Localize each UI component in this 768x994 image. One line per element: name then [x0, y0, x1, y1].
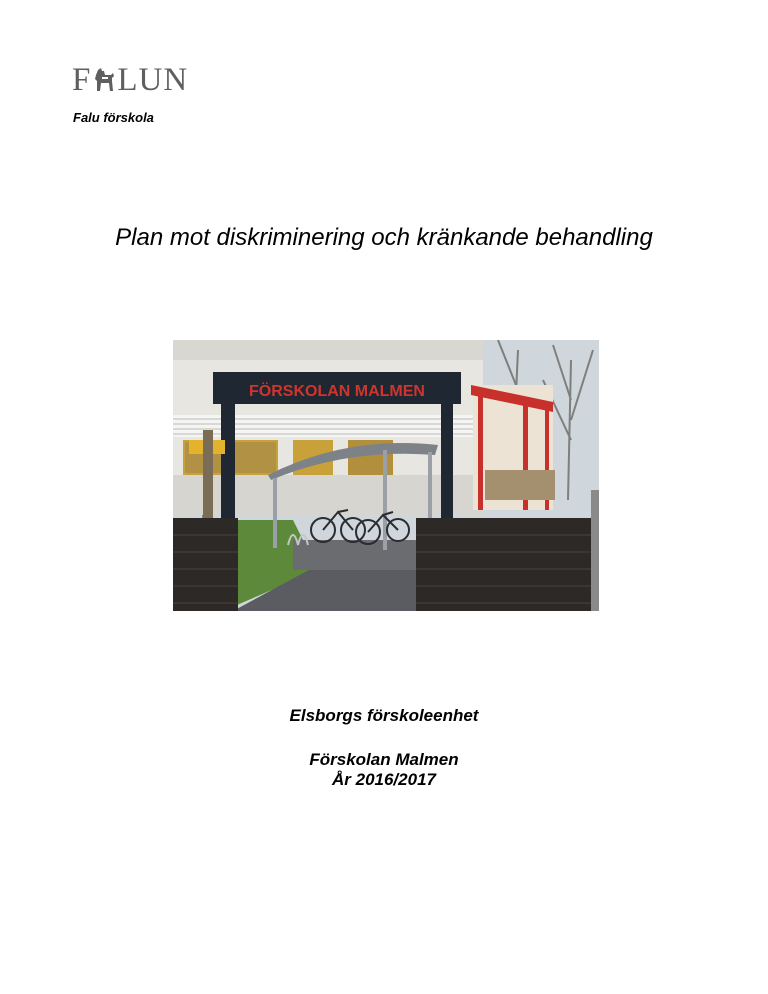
logo-letters-lun: LUN	[117, 62, 189, 98]
document-title: Plan mot diskriminering och kränkande behandling	[115, 224, 653, 251]
school-name: Förskolan Malmen	[309, 750, 459, 769]
falun-logo	[72, 64, 222, 96]
unit-name: Elsborgs förskoleenhet	[289, 706, 479, 725]
cover-photo	[173, 340, 599, 611]
dala-horse-icon	[92, 67, 116, 93]
sign-text: FÖRSKOLAN MALMEN	[249, 383, 425, 400]
organization-name: Falu förskola	[73, 110, 154, 125]
school-year: År 2016/2017	[332, 770, 436, 789]
logo-letter-f: F	[72, 62, 92, 98]
